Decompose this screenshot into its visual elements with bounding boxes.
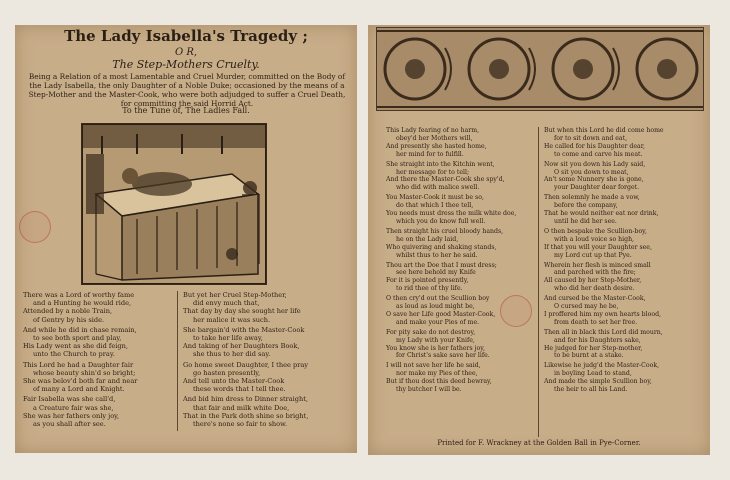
verse-line: Go home sweet Daughter, I thee pray: [183, 360, 309, 369]
verse-line: do that which I thee tell,: [396, 202, 474, 210]
verse-line: her mind for to fulfill.: [396, 150, 464, 158]
verse-line: the heir to all his Land.: [554, 386, 628, 394]
verse-line: Now sit you down his Lady said,: [544, 160, 646, 168]
right-broadside-sheet: [368, 25, 710, 455]
verse-line: to rid thee of thy life.: [396, 285, 463, 293]
verse-line: these words that I tell thee.: [193, 385, 286, 394]
verse-line: He judged for her Step-mother,: [544, 344, 643, 352]
verse-line: If that you will your Daughter see,: [544, 243, 652, 251]
column-divider: [538, 127, 539, 437]
verse-line: And there the Master-Cook she spy'd,: [386, 176, 505, 184]
verse-line: for to sit down and eat,: [554, 134, 628, 142]
library-stamp: [19, 211, 51, 243]
library-stamp: [500, 295, 532, 327]
verse-line: That in the Park doth shine so bright,: [183, 411, 309, 420]
verse-line: He called for his Daughter dear,: [544, 142, 645, 150]
verse-line: Attended by a noble Train,: [23, 307, 113, 316]
verse-line: She bargain'd with the Master-Cook: [183, 325, 305, 334]
verse-line: All caused by her Step-Mother,: [544, 277, 642, 285]
verse-line: That day by day she sought her life: [183, 307, 301, 316]
left-verse-column-1: [23, 291, 137, 430]
verse-line: And presently she hasted home,: [386, 142, 487, 150]
verse-line: She straight into the Kitchin went,: [386, 160, 495, 168]
verse-line: she thus to her did say.: [193, 350, 271, 359]
verse-line: O then cry'd out the Scullion boy: [386, 295, 490, 303]
verse-line: obey'd her Mothers will,: [396, 134, 473, 142]
verse-line: he on the Lady laid,: [396, 235, 459, 243]
verse-line: of Gentry by his side.: [33, 315, 105, 324]
verse-line: there's none so fair to show.: [193, 420, 288, 429]
verse-line: whose beauty shin'd so bright;: [33, 368, 136, 377]
verse-line: in boyling Lead to stand,: [554, 370, 632, 378]
printer-imprint: Printed for F. Wrackney at the Golden Ball in Pye-Corner.: [437, 439, 641, 447]
verse-line: her malice it was such.: [193, 315, 271, 324]
verse-line: This Lady fearing of no harm,: [386, 127, 480, 134]
verse-line: who did her death desire.: [554, 285, 635, 293]
verse-line: And tell unto the Master-Cook: [183, 377, 285, 386]
verse-line: O sit you down to meat,: [554, 168, 629, 176]
verse-line: For it is pointed presently,: [386, 277, 469, 285]
verse-line: and for his Daughters sake,: [554, 336, 641, 344]
verse-line: her message for to tell;: [396, 168, 470, 176]
verse-line: Likewise he judg'd the Master-Cook,: [544, 362, 660, 370]
column-divider: [177, 291, 178, 431]
verse-line: His Lady went as she did feign,: [23, 342, 128, 351]
verse-line: You Master-Cook it must be so,: [386, 194, 484, 202]
verse-line: O cursed may he be,: [554, 303, 619, 311]
tune-line: To the Tune of, The Ladies Fall.: [122, 106, 250, 115]
right-verse-column-2: [544, 127, 664, 396]
verse-line: as loud as loud might be,: [396, 303, 475, 311]
verse-line: of many a Lord and Knight.: [33, 385, 125, 394]
verse-line: for Christ's sake save her life.: [396, 352, 490, 360]
verse-line: Fair Isabella was she call'd,: [23, 395, 116, 404]
verse-line: But when this Lord he did come home: [544, 127, 664, 134]
left-verse-column-2: [183, 291, 308, 430]
verse-line: go hasten presently,: [193, 368, 261, 377]
verse-line: a Creature fair was she,: [33, 403, 114, 412]
verse-line: There was a Lord of worthy fame: [23, 291, 135, 299]
verse-line: I proffered him my own hearts blood,: [544, 310, 662, 318]
verse-line: see here behold my Knife: [396, 269, 476, 277]
verse-line: This Lord he had a Daughter fair: [23, 360, 134, 369]
verse-line: my Lady with your Knife,: [396, 336, 475, 344]
verse-line: And cursed be the Master-Cook,: [544, 295, 646, 303]
ballad-subtitle: The Step-Mothers Cruelty.: [112, 58, 260, 71]
verse-line: that fair and milk white Doe,: [193, 403, 290, 412]
verse-line: my Lord cut up that Pye.: [554, 251, 632, 259]
verse-line: She was belov'd both far and near: [23, 377, 138, 386]
verse-line: You needs must dress the milk white doe,: [386, 210, 517, 218]
verse-line: as you shall after see.: [33, 420, 106, 429]
verse-line: who did with malice swell.: [396, 184, 480, 192]
verse-line: Wherein her flesh is minced small: [544, 261, 651, 269]
verse-line: An't some Nunnery she is gone,: [544, 176, 644, 184]
verse-line: She was her fathers only joy,: [23, 411, 120, 420]
verse-line: to be burnt at a stake.: [554, 352, 624, 360]
verse-line: to see both sport and play,: [33, 334, 122, 343]
verse-line: I will not save her life he said,: [386, 362, 481, 370]
verse-line: which you do know full well.: [396, 217, 486, 225]
right-verse-column-1: [386, 127, 516, 396]
verse-line: whilst thus to her he said.: [396, 251, 478, 259]
verse-line: Then straight his cruel bloody hands,: [386, 227, 504, 235]
verse-line: And while he did in chase remain,: [23, 325, 137, 334]
verse-line: And bid him dress to Dinner straight,: [183, 395, 309, 404]
verse-line: unto the Church to pray.: [33, 350, 115, 359]
verse-line: O then bespake the Scullion-boy,: [544, 227, 647, 235]
verse-line: Who quivering and shaking stands,: [386, 243, 497, 251]
verse-line: Then all in black this Lord did mourn,: [544, 328, 663, 336]
title-or: O R,: [174, 47, 198, 58]
verse-line: For pity sake do not destroy,: [386, 328, 476, 336]
verse-line: to take her life away,: [193, 334, 263, 343]
ballad-intro: Being a Relation of a most Lamentable and Cruel Murder, committed on the Body of the Lady Isabella, the only Daughter of a Noble Duke; occasioned by the means of a Step-Mother and the Master-Cook, who were both adjudged to suffer a Cruel Death, for committing the said Horrid Act.: [28, 72, 346, 108]
verse-line: and make your Pies of me.: [396, 318, 480, 326]
verse-line: did envy much that,: [193, 299, 260, 308]
verse-line: Thou art the Doe that I must dress;: [386, 261, 497, 269]
verse-line: before the company,: [554, 202, 618, 210]
ornamental-border: [376, 27, 704, 111]
verse-line: thy butcher I will be.: [396, 386, 462, 394]
verse-line: from death to set her free.: [554, 318, 638, 326]
woodcut-illustration: [81, 123, 267, 285]
ballad-title: The Lady Isabella's Tragedy ;: [64, 27, 308, 45]
verse-line: But yet her Cruel Step-Mother,: [183, 291, 287, 299]
verse-line: You know she is her fathers joy,: [386, 344, 485, 352]
verse-line: Then solemnly he made a vow,: [544, 194, 640, 202]
verse-line: your Daughter dear forget.: [554, 184, 640, 192]
verse-line: And taking of her Daughters Book,: [183, 342, 300, 351]
verse-line: until he did her see.: [554, 217, 617, 225]
verse-line: with a loud voice so high,: [554, 235, 635, 243]
verse-line: and parched with the fire;: [554, 269, 636, 277]
left-broadside-sheet: [15, 25, 357, 453]
verse-line: But if thou dost this deed bewray,: [386, 378, 492, 386]
verse-line: That he would neither eat nor drink,: [544, 210, 659, 218]
verse-line: to come and carve his meat.: [554, 150, 643, 158]
verse-line: and a Hunting he would ride,: [33, 299, 132, 308]
verse-line: And made the simple Scullion boy,: [544, 378, 652, 386]
verse-line: nor make my Pies of thee,: [396, 370, 478, 378]
verse-line: O save her Life good Master-Cook,: [386, 310, 496, 318]
